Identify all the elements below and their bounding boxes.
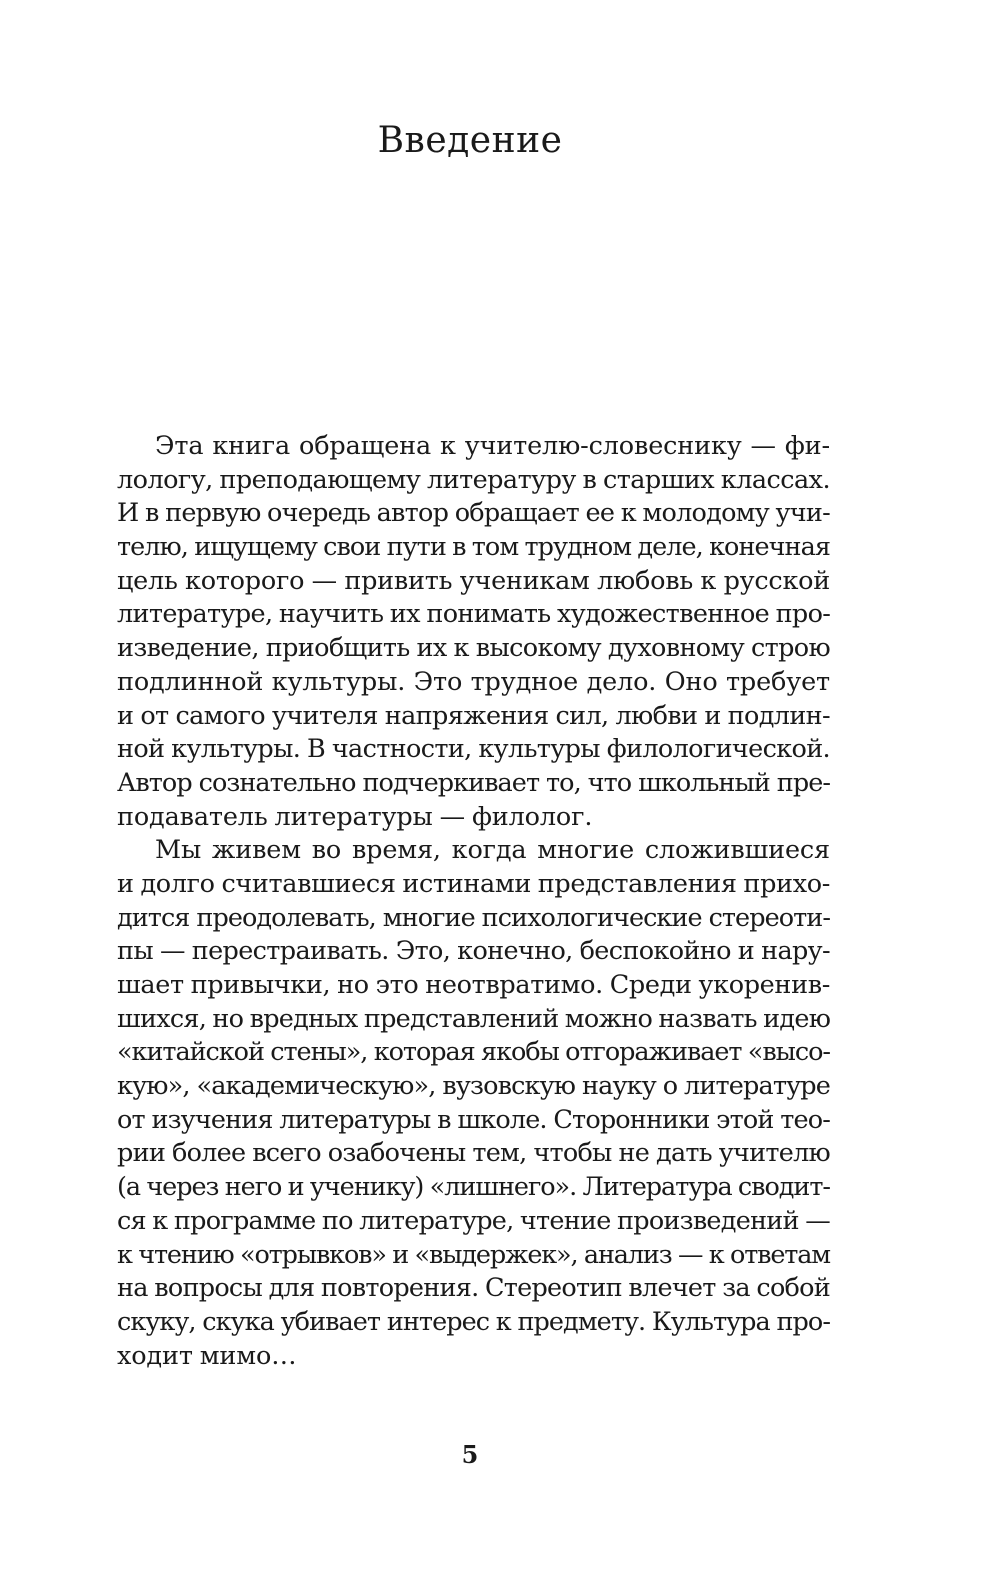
text-line: ходит мимо… bbox=[117, 1340, 297, 1371]
chapter-title: Введение bbox=[377, 120, 563, 161]
text-line: и от самого учителя напряжения сил, любви и подлин- bbox=[117, 700, 830, 731]
page-number: 5 bbox=[461, 1440, 479, 1469]
text-line: (а через него и ученику) «лишнего». Литература сводит- bbox=[117, 1172, 830, 1203]
text-line: шает привычки, но это неотвратимо. Среди укоренив- bbox=[117, 970, 830, 1000]
text-line: от изучения литературы в школе. Сторонники этой тео- bbox=[117, 1104, 830, 1135]
text-line: кую», «академическую», вузовскую науку о литературе bbox=[117, 1071, 830, 1102]
paragraph-2 bbox=[117, 834, 830, 1373]
text-line: «китайской стены», которая якобы отгораживает «высо- bbox=[117, 1037, 830, 1068]
text-line: шихся, но вредных представлений можно назвать идею bbox=[117, 1003, 831, 1034]
text-line: на вопросы для повторения. Стереотип влечет за собой bbox=[117, 1273, 830, 1304]
text-line: подаватель литературы — филолог. bbox=[117, 801, 593, 832]
text-line: к чтению «отрывков» и «выдержек», анализ — к ответам bbox=[117, 1239, 830, 1270]
text-line: подлинной культуры. Это трудное дело. Оно требует bbox=[117, 666, 830, 697]
body-text bbox=[117, 430, 830, 1373]
text-line: ся к программе по литературе, чтение произведений — bbox=[117, 1205, 830, 1236]
text-line: пы — перестраивать. Это, конечно, беспокойно и нару- bbox=[117, 936, 830, 967]
text-line: И в первую очередь автор обращает ее к молодому учи- bbox=[117, 498, 830, 529]
text-line: скуку, скука убивает интерес к предмету. Культура про- bbox=[117, 1306, 830, 1337]
text-line: Автор сознательно подчеркивает то, что школьный пре- bbox=[117, 767, 830, 798]
paragraph-1 bbox=[117, 430, 830, 834]
text-line: изведение, приобщить их к высокому духовному строю bbox=[117, 633, 830, 664]
text-line: дится преодолевать, многие психологические стереоти- bbox=[117, 902, 830, 933]
text-line: цель которого — привить ученикам любовь к русской bbox=[117, 565, 830, 596]
text-line: ной культуры. В частности, культуры филологической. bbox=[117, 734, 830, 765]
text-line: телю, ищущему свои пути в том трудном деле, конечная bbox=[117, 532, 830, 563]
text-line: лологу, преподающему литературу в старших классах. bbox=[117, 464, 830, 495]
text-line: литературе, научить их понимать художественное про- bbox=[117, 599, 831, 630]
text-line: Мы живем во время, когда многие сложившиеся bbox=[155, 835, 830, 866]
text-line: и долго считавшиеся истинами представления прихо- bbox=[117, 868, 830, 899]
text-line: рии более всего озабочены тем, чтобы не дать учителю bbox=[117, 1138, 830, 1169]
text-line: Эта книга обращена к учителю-словеснику — фи- bbox=[155, 431, 830, 461]
